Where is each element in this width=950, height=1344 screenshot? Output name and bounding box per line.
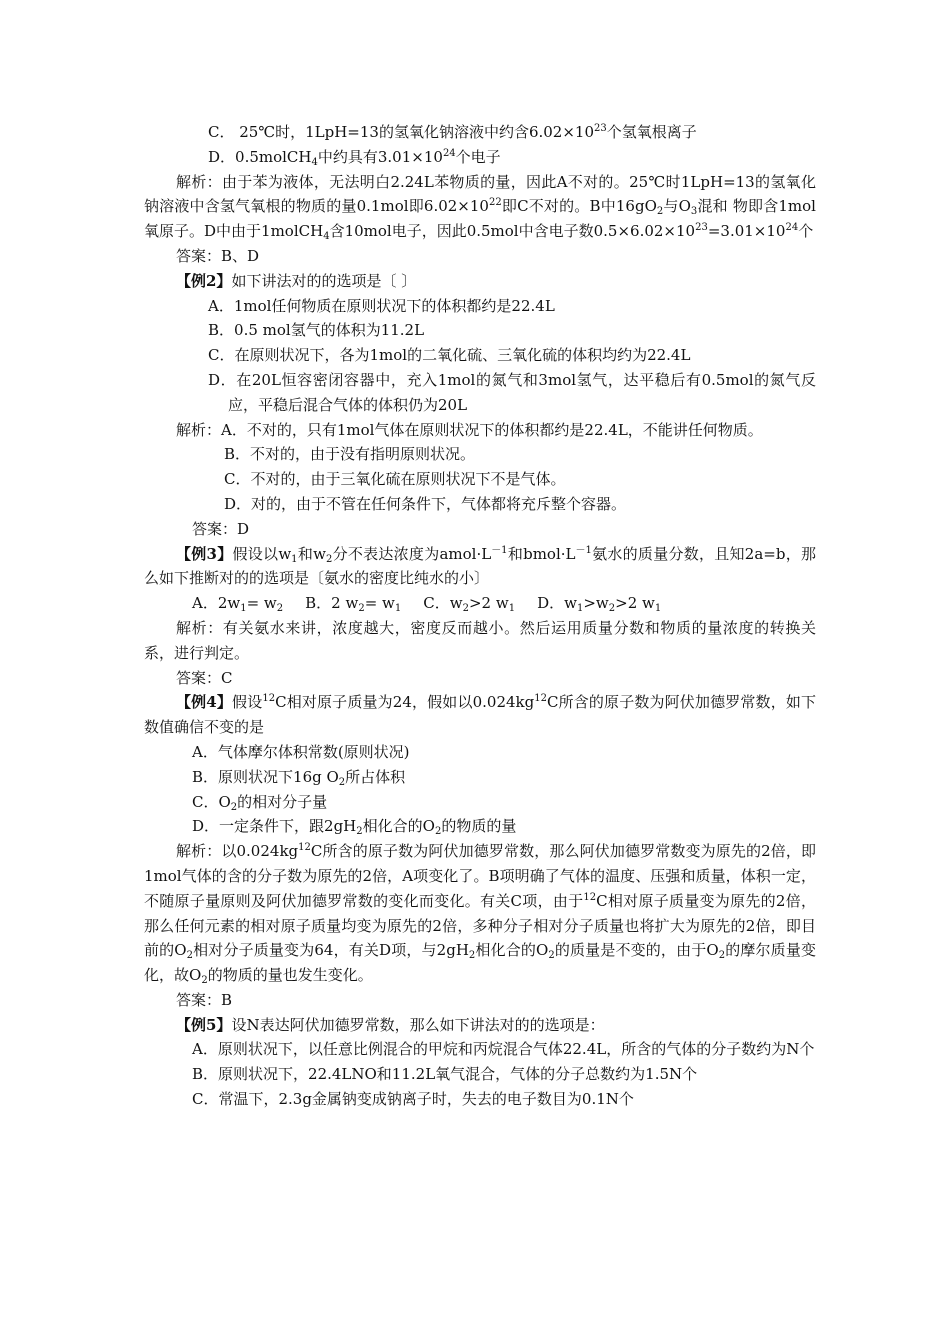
q4-analysis: 解析：以$0.024kg^{12}C$所含的原子数为阿伏加德罗常数，那么阿伏加德罗常数变为原先的2倍，即1mol气体的含的分子数为原先的2倍，A项变化了。B项明确了气体的温度、压强和质量，体积一定，不随原子量原则及阿伏加德罗常数的变化而变化。有关C项，由于$^{12}$C相对原子质量变为原先的2倍，那么任何元素的相对原子质量均变为原先的2倍，多种分子相对分子质量也将扩大为原先的2倍，即目前的$O_2$相对分子质量变为64，有关D项，与$2gH_2$相化合的$O_2$的质量是不变的，由于$O_2$的摩尔质量变化，故$O_2$的物质的量也发生变化。 <box>144 842 816 987</box>
q1-option-d-part: 中约具有3.01×10 <box>317 147 443 166</box>
q4-stem: 【例4】假设$^{12}$C相对原子质量为24，假如以$0.024kg^{12}C$所含的原子数为阿伏加德罗常数，如下数值确信不变的是 <box>144 693 817 737</box>
q3-answer: 答案：C <box>176 668 233 687</box>
q1-option-d <box>144 145 816 170</box>
q2-analysis-d: D．对的，由于不管在任何条件下，气体都将充斥整个容器。 <box>224 494 627 513</box>
q4-answer: 答案：B <box>176 990 233 1009</box>
q2-stem-text: 如下讲法对的的选项是〔 〕 <box>231 271 417 290</box>
q2-analysis-c: C．不对的，由于三氧化硫在原则状况下不是气体。 <box>224 470 566 489</box>
q3-options: A．$2w_1= w_2$ B．2 $w_2= w_1$ C．$w_2>2$ $w_1$ D．$w_1>w_2>2$ $w_1$ <box>192 594 662 615</box>
q3-stem: 【例3】假设以$w_1$和$w_2$分不表达浓度为$amol\cdot L^{-1}$和$bmol\cdot L^{-1}$氨水的质量分数，且知2a=b，那么如下推断对的的选项是〔氨水的密度比纯水的小〕 <box>144 544 817 588</box>
q1-option-d-part: 个电子 <box>455 147 501 166</box>
q1-answer: 答案：B、D <box>176 246 260 265</box>
q1-option-c: C． 25℃时，1LpH=13的氢氧化钠溶液中约含$6.02\times 10^{23}$个氢氧根离子 <box>208 123 697 141</box>
example-tag: 【例3】 <box>176 544 233 563</box>
q2-option-c: C．在原则状况下，各为1mol的二氧化硫、三氧化硫的体积均约为22.4L <box>208 346 691 365</box>
q2-analysis-b: B．不对的，由于没有指明原则状况。 <box>224 445 476 464</box>
q5-option-a: A．原则状况下，以任意比例混合的甲烷和丙烷混合气体22.4L，所含的气体的分子数约为N个 <box>192 1040 815 1059</box>
q2-option-b: B．0.5 mol氢气的体积为11.2L <box>208 321 425 340</box>
q4-option-b: B．原则状况下16g $O_2$所占体积 <box>192 767 406 788</box>
q5-option-b: B．原则状况下，22.4LNO和11.2L氧气混合，气体的分子总数约为1.5N个 <box>192 1065 698 1084</box>
q5-stem <box>144 1013 816 1038</box>
document-page <box>144 120 816 1112</box>
subscript: 4 <box>311 156 318 168</box>
q1-option-d-part: D．0.5molCH <box>208 147 312 166</box>
q2-option-d: D．在20L恒容密闭容器中，充入1mol的氮气和3mol氢气，达平稳后有0.5mol的氮气反应，平稳后混合气体的体积仍为20L <box>208 370 816 414</box>
q4-option-a: A．气体摩尔体积常数(原则状况) <box>192 742 410 761</box>
q4-option-d: D．一定条件下，跟$2gH_2$相化合的$O_2$的物质的量 <box>192 817 517 838</box>
q2-analysis-a: 解析：A．不对的，只有1mol气体在原则状况下的体积都约是22.4L，不能讲任何物质。 <box>176 420 763 439</box>
q1-analysis: 解析：由于苯为液体，无法明白2.24L苯物质的量，因此A不对的。25℃时1LpH=13的氢氧化钠溶液中含氢气氧根的物质的量0.1mol即$6.02\times 10^{22}$即C不对的。B中$16gO_2$与$O_3$混和 物即含1mol氧原子。D中由于1molCH$_4$含10mol电子，因此0.5mol中含电子数$0.5\times 6.02\times 10^{23}=3.01\times 10^{24}$个 <box>144 172 816 243</box>
example-tag: 【例5】 <box>176 1015 232 1034</box>
q2-answer: 答案：D <box>192 519 250 538</box>
q2-stem <box>144 269 816 294</box>
q2-option-a: A．1mol任何物质在原则状况下的体积都约是22.4L <box>208 296 555 315</box>
q4-option-c: C．$O_2$的相对分子量 <box>192 792 328 813</box>
q5-stem-text: 设N表达阿伏加德罗常数，那么如下讲法对的的选项是： <box>231 1015 605 1034</box>
q5-option-c: C．常温下，2.3g金属钠变成钠离子时，失去的电子数目为0.1N个 <box>192 1090 634 1109</box>
superscript: 24 <box>442 147 456 159</box>
example-tag: 【例2】 <box>176 271 232 290</box>
example-tag: 【例4】 <box>176 693 233 712</box>
q3-analysis: 解析：有关氨水来讲，浓度越大，密度反而越小。然后运用质量分数和物质的量浓度的转换关系，进行判定。 <box>144 618 816 662</box>
